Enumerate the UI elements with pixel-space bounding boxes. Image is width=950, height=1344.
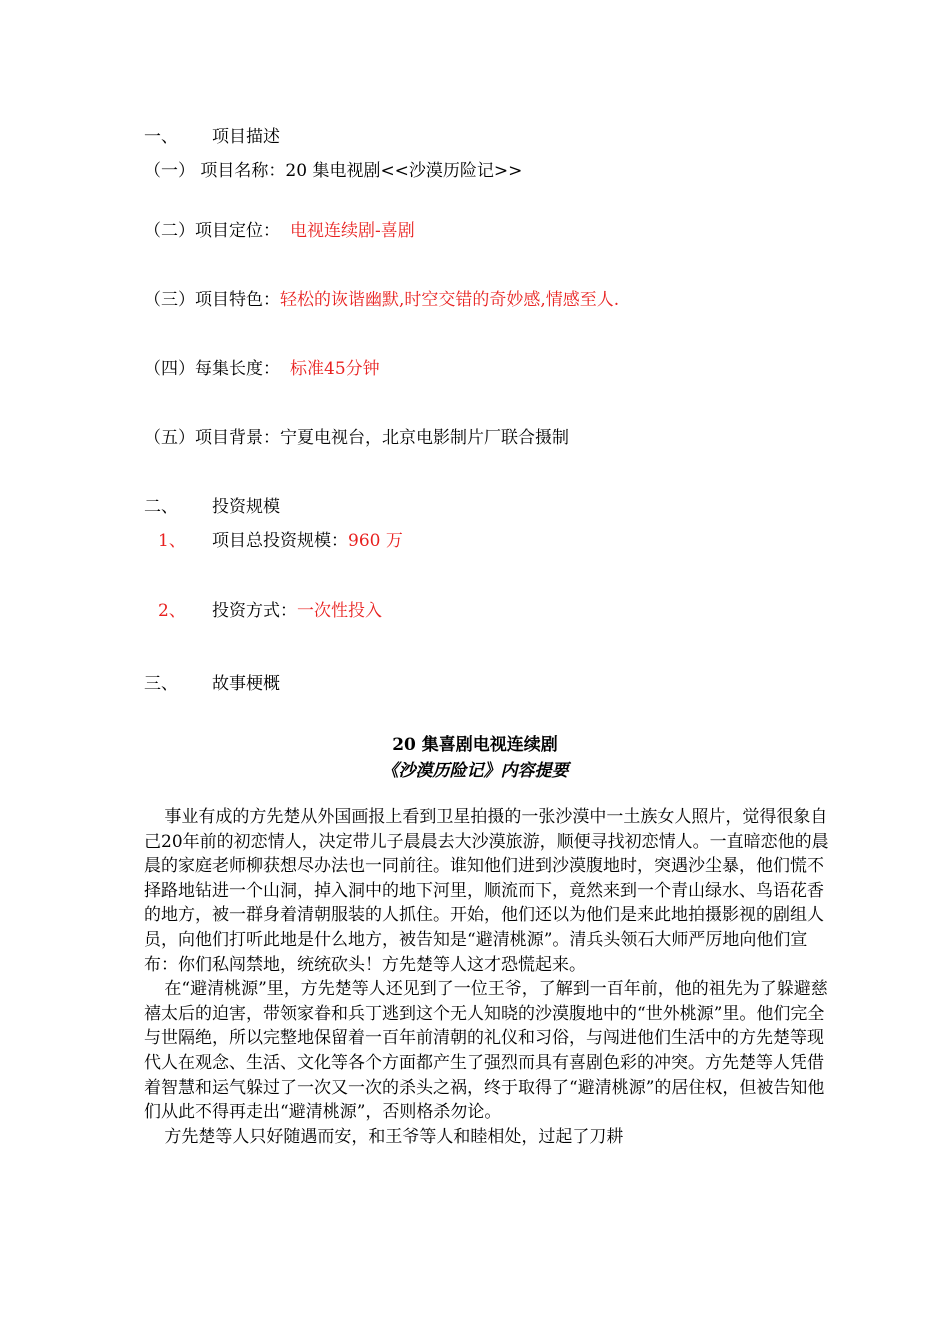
section-number: 三、	[144, 674, 178, 694]
investment-number: 2、	[158, 601, 186, 621]
investment-line	[212, 530, 403, 552]
story-synopsis	[144, 805, 834, 1149]
item-project-position	[144, 220, 415, 242]
section-title: 投资规模	[212, 497, 280, 517]
item-value: 轻松的诙谐幽默,时空交错的奇妙感,情感至人.	[280, 290, 620, 310]
story-paragraph-2: 在“避清桃源”里，方先楚等人还见到了一位王爷，了解到一百年前，他的祖先为了躲避慈禧太后的迫害，带领家眷和兵丁逃到这个无人知晓的沙漠腹地中的“世外桃源”里。他们完全与世隔绝，所以完整地保留着一百年前清朝的礼仪和习俗，与闯进他们生活中的方先楚等现代人在观念、生活、文化等各个方面都产生了强烈而具有喜剧色彩的冲突。方先楚等人凭借着智慧和运气躲过了一次又一次的杀头之祸，终于取得了“避清桃源”的居住权，但被告知他们从此不得再走出“避清桃源”，否则格杀勿论。	[144, 979, 828, 1123]
investment-label: 投资方式：	[212, 601, 297, 621]
investment-number: 1、	[158, 531, 186, 551]
item-project-background: （五）项目背景：宁夏电视台，北京电影制片厂联合摄制	[144, 428, 569, 448]
item-episode-length	[144, 358, 380, 380]
story-title-1: 20 集喜剧电视连续剧	[392, 735, 558, 755]
investment-label: 项目总投资规模：	[212, 531, 348, 551]
item-label: （三）项目特色：	[144, 290, 280, 310]
section-number: 一、	[144, 127, 178, 147]
story-title-2: 《沙漠历险记》内容提要	[381, 761, 569, 781]
section-title: 故事梗概	[212, 674, 280, 694]
item-project-feature	[144, 289, 619, 311]
item-project-name: （一） 项目名称：20 集电视剧<<沙漠历险记>>	[144, 161, 523, 181]
item-value: 标准45分钟	[290, 359, 380, 379]
item-label: （二）项目定位：	[144, 221, 280, 241]
item-value: 电视连续剧-喜剧	[290, 221, 415, 241]
investment-line	[212, 600, 382, 622]
story-paragraph-3: 方先楚等人只好随遇而安，和王爷等人和睦相处，过起了刀耕	[164, 1126, 624, 1147]
investment-value: 960 万	[348, 531, 403, 551]
item-label: （四）每集长度：	[144, 359, 280, 379]
investment-value: 一次性投入	[297, 601, 382, 621]
section-number: 二、	[144, 497, 178, 517]
story-paragraph-1: 事业有成的方先楚从外国画报上看到卫星拍摄的一张沙漠中一土族女人照片，觉得很象自己20年前的初恋情人，决定带儿子晨晨去大沙漠旅游，顺便寻找初恋情人。一直暗恋他的晨晨的家庭老师柳获想尽办法也一同前往。谁知他们进到沙漠腹地时，突遇沙尘暴，他们慌不择路地钻进一个山洞，掉入洞中的地下河里，顺流而下，竟然来到一个青山绿水、鸟语花香的地方，被一群身着清朝服装的人抓住。开始，他们还以为他们是来此地拍摄影视的剧组人员，向他们打听此地是什么地方，被告知是“避清桃源”。清兵头领石大师严厉地向他们宣布：你们私闯禁地，统统砍头！方先楚等人这才恐慌起来。	[144, 807, 829, 975]
section-title: 项目描述	[212, 127, 280, 147]
